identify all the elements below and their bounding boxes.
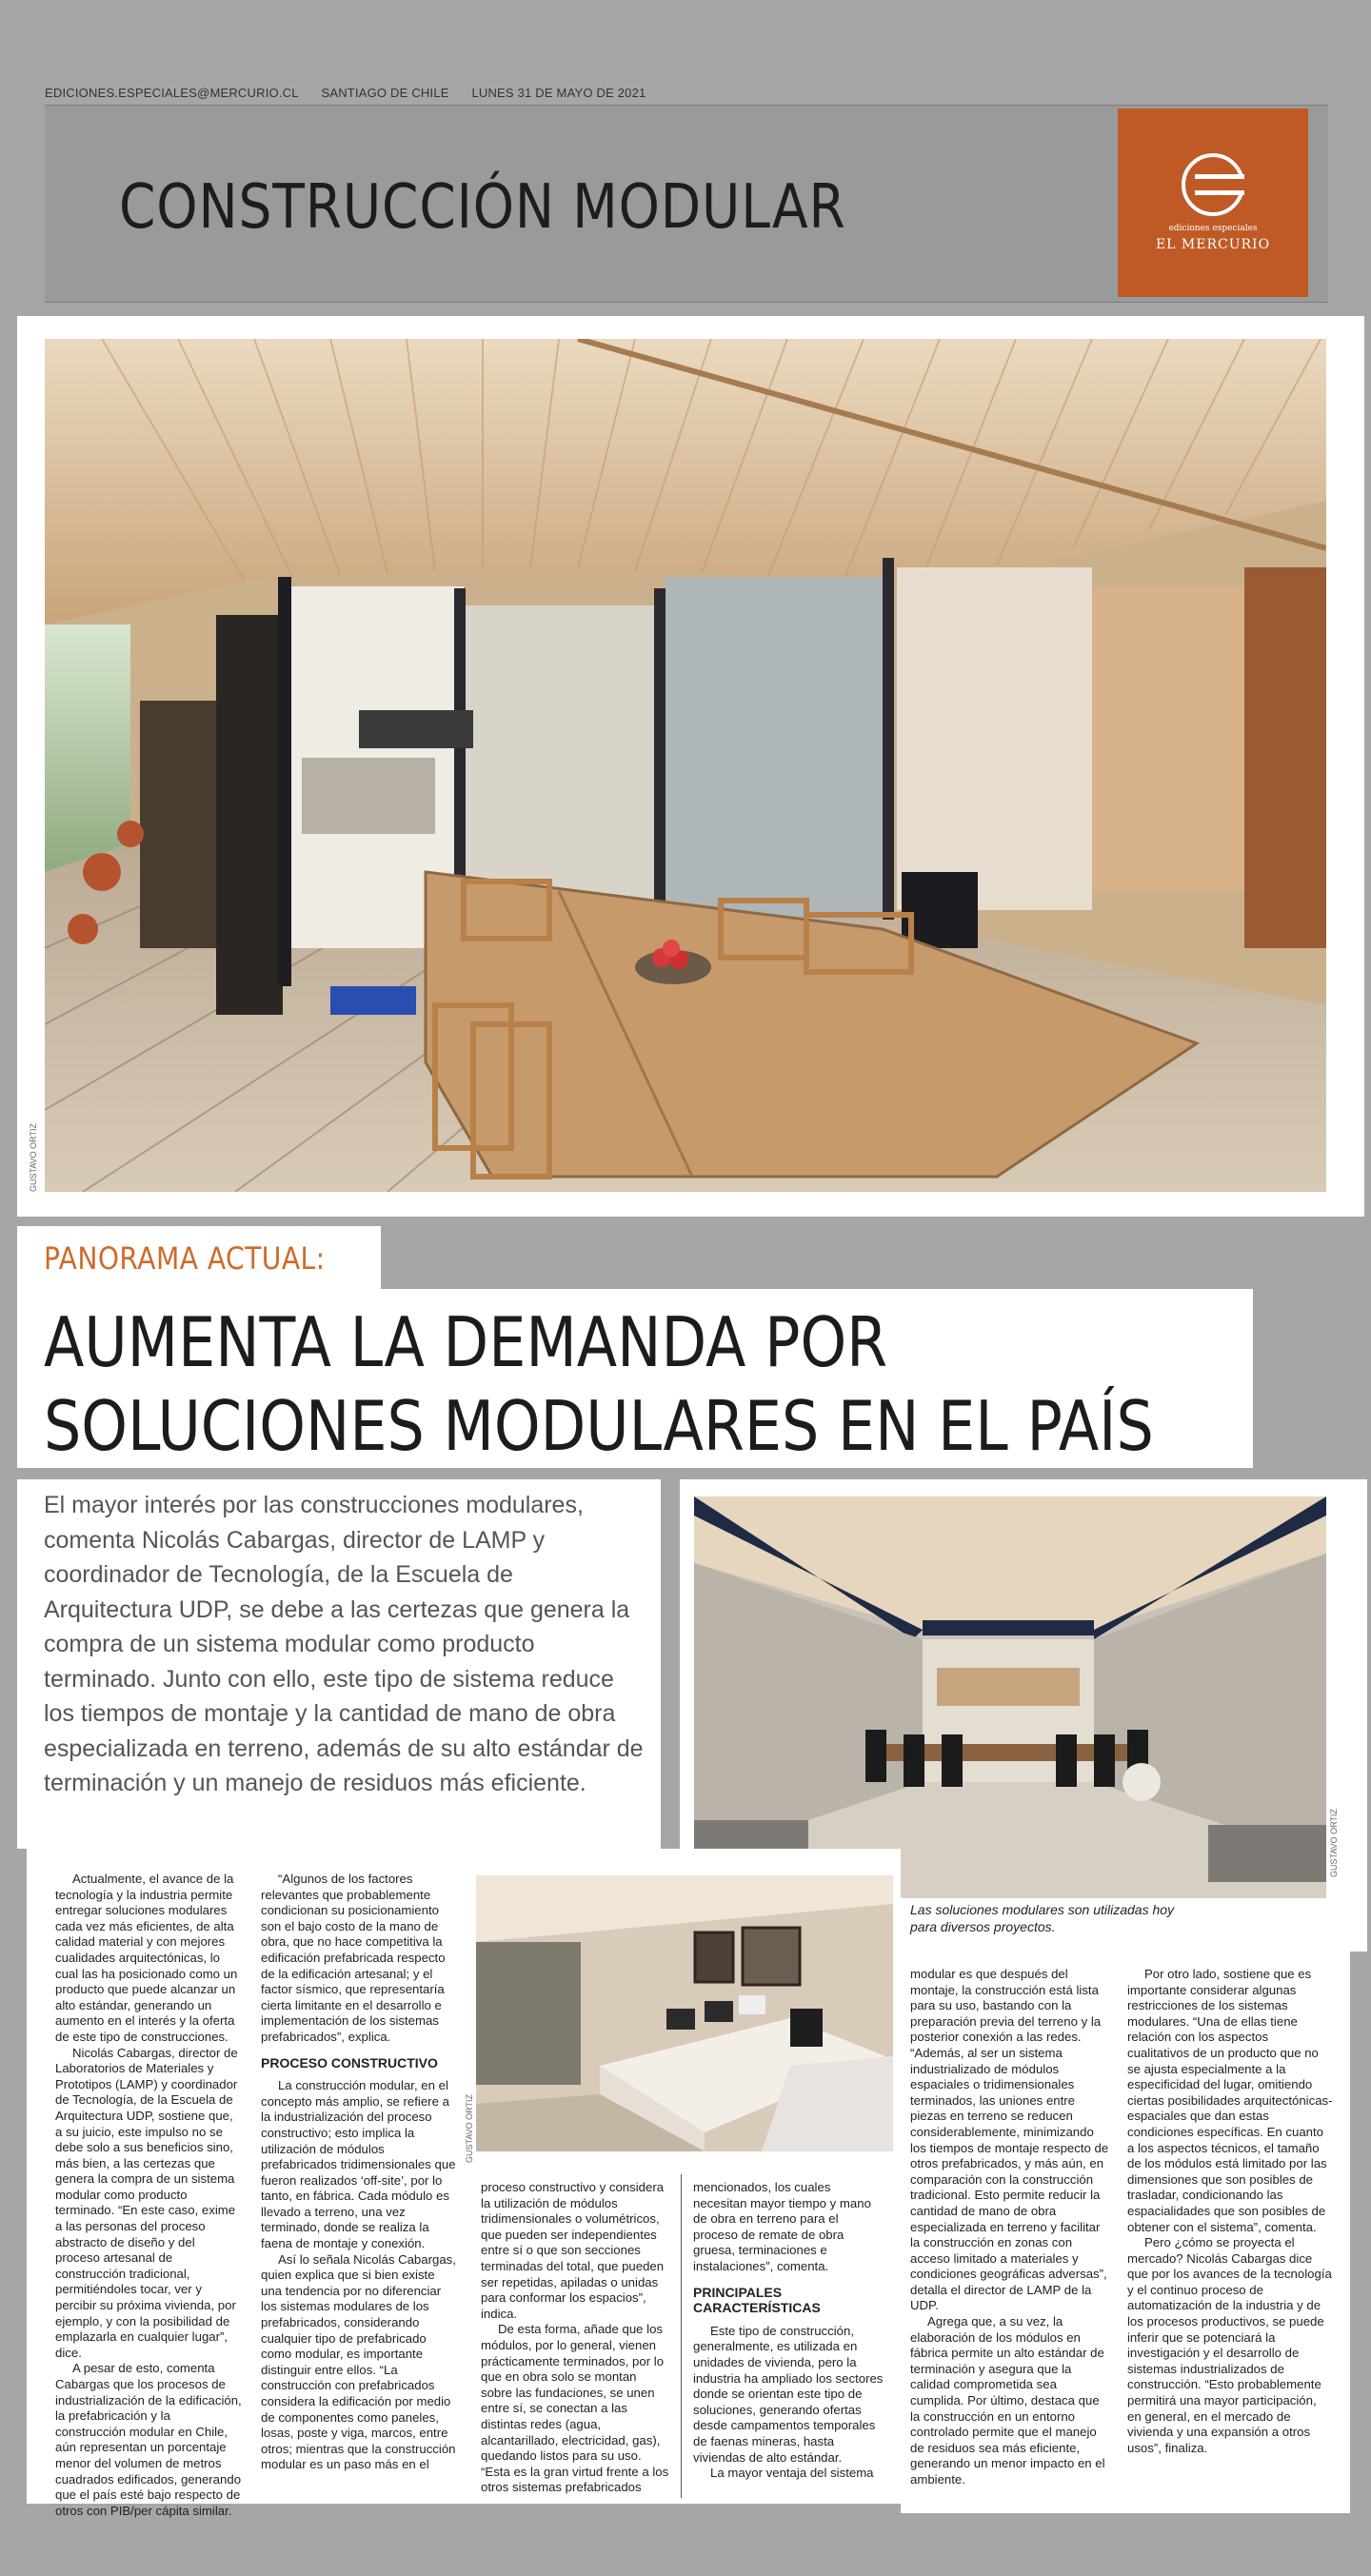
paragraph: Este tipo de construcción, generalmente, es utilizada en unidades de vivienda, pero la industria ha ampliado los sectores donde se orientan este tipo de soluciones, generando ofertas desde campamentos temporales de faenas mineras, hasta viviendas de alto estándar. — [693, 2323, 884, 2465]
second-photo-interior — [694, 1496, 1326, 1898]
body-column-3 — [481, 2180, 671, 2496]
subhead-proceso: PROCESO CONSTRUCTIVO — [261, 2054, 438, 2071]
headline — [44, 1300, 1154, 1468]
body-column-5 — [910, 1967, 1112, 2488]
photo-credit-main: GUSTAVO ORTIZ — [29, 1123, 38, 1193]
masthead-line — [45, 86, 665, 100]
paragraph: modular es que después del montaje, la construcción está lista para su uso, bastando con la preparación previa del terreno y la posterior conexión a las redes. “Además, al ser un sistema industrializado de módulos espaciales o tridimensionales terminados, las uniones entre piezas en terreno se reducen considerablemente, minimizando los tiempos de montaje respecto de otros prefabricados, y más aún, en comparación con la construcción tradicional. Esto permite reducir la cantidad de mano de obra especializada en terreno y facilitar la construcción en zonas con acceso limitado a materiales y condiciones geográficas adversas”, detalla el director de LAMP de la UDP. — [910, 1967, 1109, 2313]
section-header — [45, 105, 1328, 303]
paragraph: La mayor ventaja del sistema — [710, 2466, 874, 2481]
logo-subtitle: ediciones especiales — [1168, 224, 1258, 233]
paragraph: La construcción modular, en el concepto más amplio, se refiere a la industrialización del proceso constructivo; esto implica la utilización de módulos prefabricados tridimensionales que fueron realizados ‘off-site’, por lo tanto, en fábrica. Cada módulo es llevado a terreno, una vez terminado, donde se realiza la faena de montaje y conexión. — [261, 2078, 456, 2251]
paragraph: mencionados, los cuales necesitan mayor tiempo y mano de obra en terreno para el proceso de remate de obra gruesa, terminaciones e instalaciones”, comenta. — [693, 2180, 871, 2273]
column-divider — [681, 2174, 682, 2498]
photo-credit-third: GUSTAVO ORTIZ — [465, 2094, 474, 2164]
body-column-2 — [261, 1872, 459, 2473]
paragraph: Pero ¿cómo se proyecta el mercado? Nicolás Cabargas dice que por los avances de la tecnología y el continuo proceso de automatización de la industria y de los procesos productivos, se puede inferir que se potenciará la investigación y el desarrollo de sistemas industrializados de construcción. “Esto probablemente permitirá una mayor participación, en general, en el mercado de vivienda y una expansión a otros usos”, finaliza. — [1127, 2235, 1332, 2455]
headline-line-2: SOLUCIONES MODULARES EN EL PAÍS — [44, 1386, 1154, 1466]
paragraph: De esta forma, añade que los módulos, por lo general, vienen prácticamente terminados, por lo que en obra solo se montan sobre las fundaciones, se unen entre sí, se conectan a las distintas redes (agua, alcantarillado, electricidad, gas), quedando listos para su uso. “Esta es la gran virtud frente a los otros sistemas prefabricados — [481, 2322, 669, 2495]
el-mercurio-logo — [1118, 109, 1308, 297]
body-column-4 — [693, 2180, 884, 2482]
paragraph: Actualmente, el avance de la tecnología y la industria permite entregar soluciones modulares cada vez más eficientes, de alta calidad material y con mejores cualidades arquitectónicas, lo cual las ha posicionado como un producto que puede alcanzar un alto estándar, generando un aumento en el interés y la oferta de este tipo de construcciones. — [55, 1872, 238, 2044]
date-text: LUNES 31 DE MAYO DE 2021 — [471, 86, 646, 100]
paragraph: Agrega que, a su vez, la elaboración de los módulos en fábrica permite un alto estándar de terminación y asegura que la calidad comprometida sea cumplida. Por último, destaca que la construcción en un entorno controlado permite que el manejo de residuos sea más eficiente, generando un menor impacto en el ambiente. — [910, 2314, 1105, 2487]
paragraph: A pesar de esto, comenta Cabargas que los procesos de industrialización de la edificación, la prefabricación y la construcción modular en Chile, aún representan un porcentaje menor del volumen de metros cuadrados edificados, generando que el país esté bajo respecto de otros con PIB/per cápita similar. — [55, 2361, 242, 2518]
kicker: PANORAMA ACTUAL: — [44, 1240, 326, 1277]
bedroom-illustration — [476, 1875, 893, 2151]
logo-e-icon — [1182, 153, 1244, 216]
lead-paragraph: El mayor interés por las construcciones modulares, comenta Nicolás Cabargas, director de LAMP y coordinador de Tecnología, de la Escuela de Arquitectura UDP, se debe a las certezas que genera la compra de un sistema modular como producto terminado. Junto con ello, este tipo de sistema reduce los tiempos de montaje y la cantidad de mano de obra especializada en terreno, además de su alto estándar de terminación y un manejo de residuos más eficiente. — [44, 1492, 644, 1796]
place-text: SANTIAGO DE CHILE — [321, 86, 449, 100]
terrace-illustration — [45, 339, 1326, 1192]
email-text: EDICIONES.ESPECIALES@MERCURIO.CL — [45, 86, 299, 100]
paragraph: Por otro lado, sostiene que es importante considerar algunas restricciones de los sistemas modulares. “Una de ellas tiene relación con los aspectos cualitativos de un producto que no se ajusta especialmente a la especificidad del lugar, omitiendo ciertas posibilidades arquitectónicas-espaciales que dan estas condiciones específicas. En cuanto a los aspectos técnicos, el tamaño de los módulos está limitado por las dimensiones que son posibles de trasladar, condicionando las espacialidades que son posibles de obtener con el sistema”, comenta. — [1127, 1967, 1333, 2234]
logo-name: EL MERCURIO — [1155, 237, 1271, 252]
main-photo-terrace — [45, 339, 1326, 1192]
body-column-1 — [55, 1872, 242, 2519]
paragraph: proceso constructivo y considera la utilización de módulos tridimensionales o volumétricos, que pueden ser independientes entre sí o que son secciones terminadas del total, que pueden ser repetidas, apiladas o unidas para conformar los espacios”, indica. — [481, 2180, 665, 2321]
headline-line-1: AUMENTA LA DEMANDA POR — [44, 1302, 888, 1382]
paragraph: “Algunos de los factores relevantes que probablemente condicionan su posicionamiento son el bajo costo de la mano de obra, que no hace competitiva la edificación prefabricada respecto de la edificación artesanal; y el factor sísmico, que representaría cierta limitante en el desarrollo e implementación de los sistemas prefabricados”, explica. — [261, 1872, 446, 2044]
third-photo-bedroom — [476, 1875, 893, 2151]
paragraph: Nicolás Cabargas, director de Laboratorios de Materiales y Prototipos (LAMP) y coordinador de Tecnología, de la Escuela de Arquitectura UDP, sostiene que, a su juicio, este impulso no se debe solo a sus beneficios sino, más bien, a las certezas que genera la compra de un sistema modular como producto terminado. “En este caso, exime a las personas del proceso abstracto de diseño y del proceso artesanal de construcción tradicional, permitiéndoles tocar, ver y percibir su próxima vivienda, por ejemplo, y con la posibilidad de emplazarla en cualquier lugar”, dice. — [55, 2045, 238, 2360]
section-title: CONSTRUCCIÓN MODULAR — [119, 172, 846, 243]
subhead-caracteristicas: PRINCIPALES CARACTERÍSTICAS — [693, 2284, 821, 2316]
photo-credit-second: GUSTAVO ORTIZ — [1329, 1809, 1339, 1878]
paragraph: Así lo señala Nicolás Cabargas, quien explica que si bien existe una tendencia por no diferenciar los sistemas modulares de los prefabricados, considerando cualquier tipo de prefabricado como modular, es importante distinguir entre ellos. “La construcción con prefabricados considera la edificación por medio de componentes como paneles, losas, poste y viga, marcos, entre otros; mientras que la construcción modular es un paso más en el — [261, 2251, 456, 2472]
interior-illustration — [694, 1496, 1326, 1898]
body-column-6 — [1127, 1967, 1333, 2456]
photo-caption: Las soluciones modulares son utilizadas hoy para diversos proyectos. — [910, 1902, 1175, 1934]
